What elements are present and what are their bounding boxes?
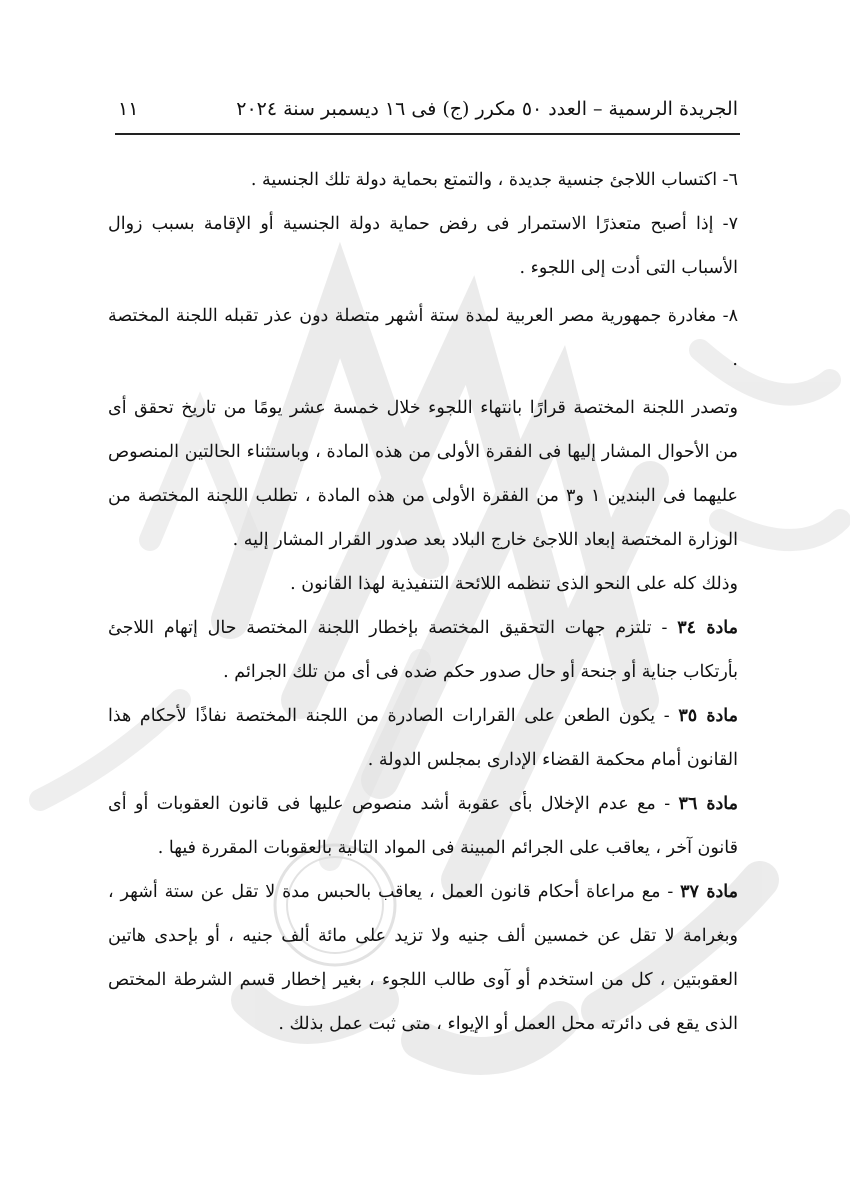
header-title: الجريدة الرسمية – العدد ٥٠ مكرر (ج) فى ١٦ ديسمبر سنة ٢٠٢٤ xyxy=(236,98,738,120)
article-label: مادة ٣٧ xyxy=(680,882,738,902)
regulation-paragraph: وذلك كله على النحو الذى تنظمه اللائحة التنفيذية لهذا القانون . xyxy=(290,574,738,594)
article-36 xyxy=(108,782,738,870)
article-label: مادة ٣٦ xyxy=(678,794,738,814)
page-number: ١١ xyxy=(118,98,139,120)
document-body xyxy=(108,158,738,1046)
article-text: - تلتزم جهات التحقيق المختصة بإخطار اللجنة المختصة حال إتهام اللاجئ بأرتكاب جناية أو جنحة أو حال صدور حكم ضده فى أى من تلك الجرائم . xyxy=(108,618,738,682)
decision-paragraph: وتصدر اللجنة المختصة قرارًا بانتهاء اللجوء خلال خمسة عشر يومًا من تاريخ تحقق أى من الأحوال المشار إليها فى الفقرة الأولى من هذه المادة ، وباستثناء الحالتين المنصوص عليهما فى البندين ١ و٣ من الفقرة الأولى من هذه المادة ، تطلب اللجنة المختصة من الوزارة المختصة إبعاد اللاجئ خارج البلاد بعد صدور القرار المشار إليه . xyxy=(108,398,738,550)
article-text: - يكون الطعن على القرارات الصادرة من اللجنة المختصة نفاذًا لأحكام هذا القانون أمام محكمة القضاء الإدارى بمجلس الدولة . xyxy=(108,706,738,770)
article-label: مادة ٣٤ xyxy=(677,618,738,638)
page-header xyxy=(118,92,738,126)
list-item: ٨- مغادرة جمهورية مصر العربية لمدة ستة أشهر متصلة دون عذر تقبله اللجنة المختصة . xyxy=(108,306,738,370)
article-34 xyxy=(108,606,738,694)
article-text: - مع مراعاة أحكام قانون العمل ، يعاقب بالحبس مدة لا تقل عن ستة أشهر ، وبغرامة لا تقل عن خمسين ألف جنيه ولا تزيد على مائة ألف جنيه ، أو بإحدى هاتين العقوبتين ، كل من استخدم أو آوى طالب اللجوء ، بغير إخطار قسم الشرطة المختص الذى يقع فى دائرته محل العمل أو الإيواء ، متى ثبت عمل بذلك . xyxy=(108,882,738,1034)
header-divider xyxy=(115,133,740,135)
article-text: - مع عدم الإخلال بأى عقوبة أشد منصوص عليها فى قانون العقوبات أو أى قانون آخر ، يعاقب على الجرائم المبينة فى المواد التالية بالعقوبات المقررة فيها . xyxy=(108,794,738,858)
list-item: ٧- إذا أصبح متعذرًا الاستمرار فى رفض حماية دولة الجنسية أو الإقامة بسبب زوال الأسباب التى أدت إلى اللجوء . xyxy=(108,214,738,278)
article-35 xyxy=(108,694,738,782)
article-label: مادة ٣٥ xyxy=(678,706,738,726)
article-37 xyxy=(108,870,738,1046)
list-item: ٦- اكتساب اللاجئ جنسية جديدة ، والتمتع بحماية دولة تلك الجنسية . xyxy=(250,170,738,190)
